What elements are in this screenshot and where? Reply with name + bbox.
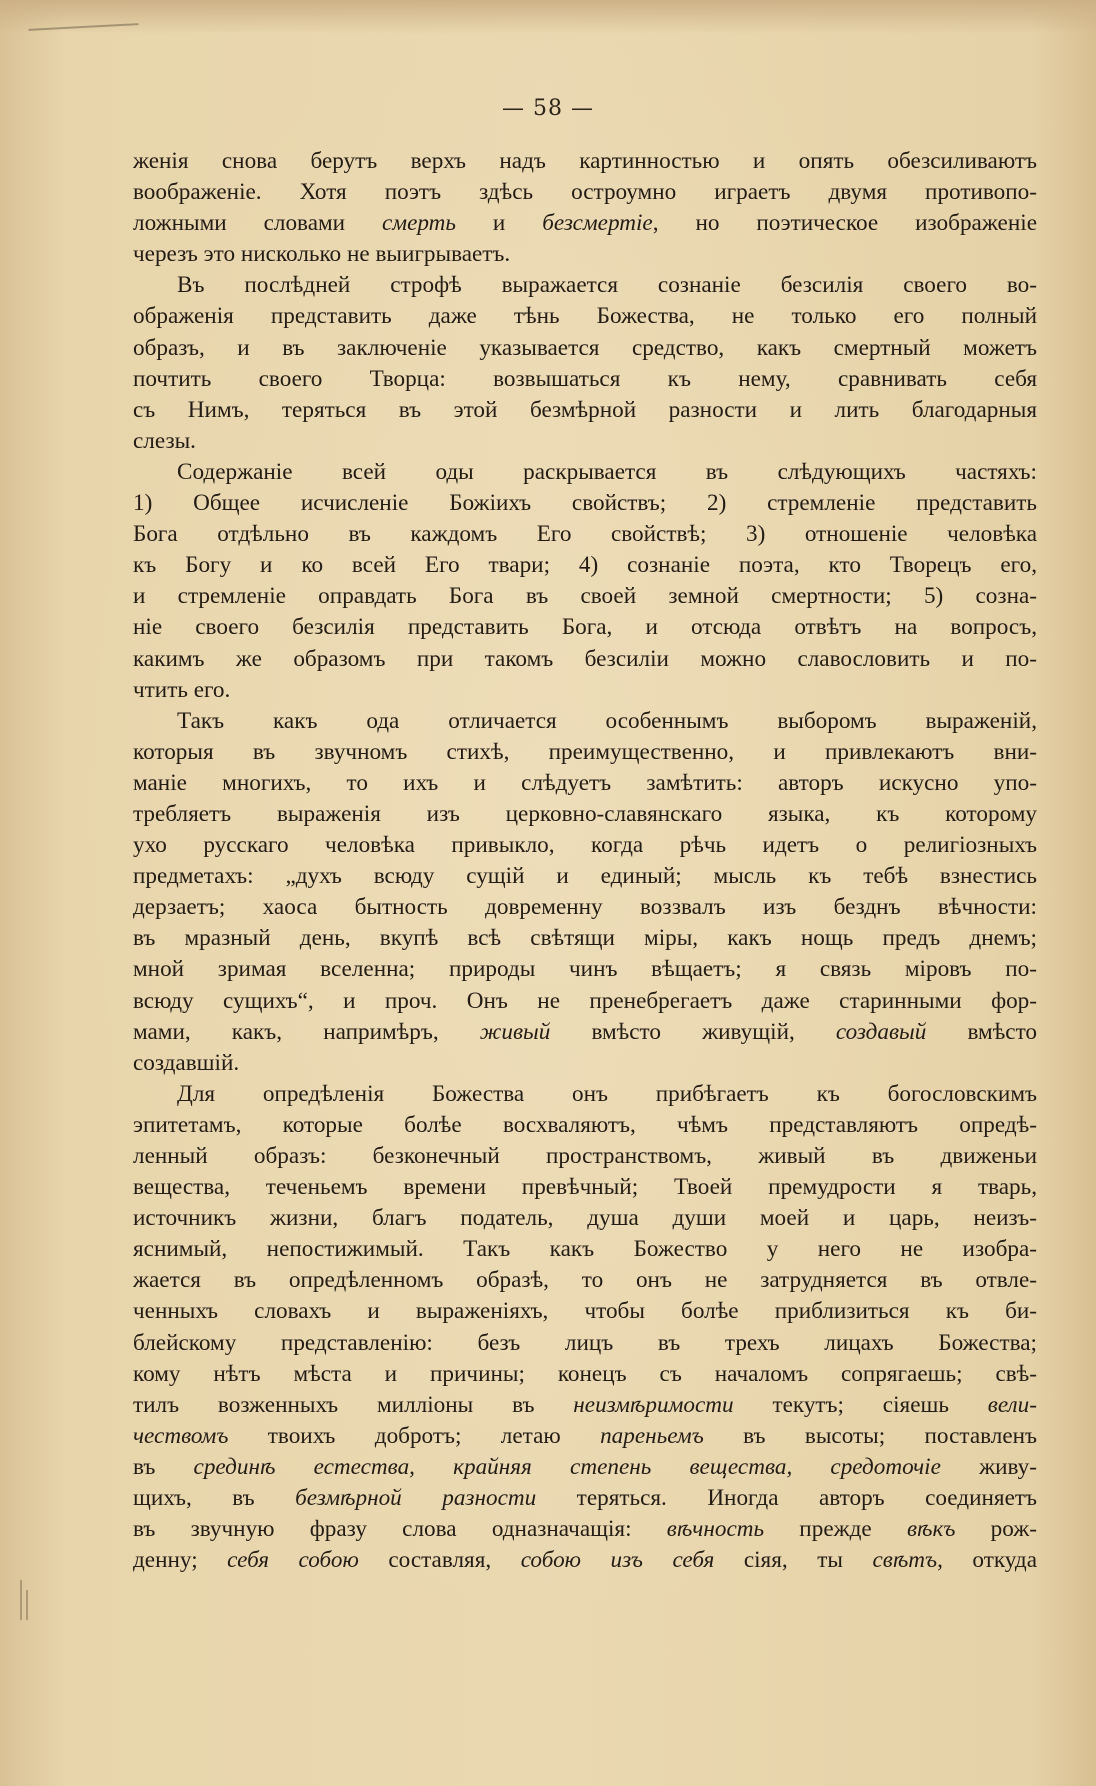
text-line [133, 1359, 1037, 1390]
text-segment: Въ послѣдней строфѣ выражается сознаніе безсилія своего во- [177, 272, 1037, 299]
text-line [133, 954, 1037, 985]
text-line [133, 892, 1037, 923]
text-line [133, 1328, 1037, 1359]
text-line [133, 986, 1037, 1017]
text-segment: предметахъ: „духъ всюду сущій и единый; мысль къ тебѣ взнестись [133, 863, 1037, 890]
text-line [133, 488, 1037, 519]
text-segment: блейскому представленію: безъ лицъ въ трехъ лицахъ Божества; [133, 1329, 1037, 1356]
text-line [133, 581, 1037, 612]
text-line [133, 1203, 1037, 1234]
text-segment: слезы. [133, 427, 196, 454]
text-segment: Для опредѣленія Божества онъ прибѣгаетъ къ богословскимъ [177, 1080, 1037, 1107]
page-number: — 58 — [502, 96, 594, 121]
text-line [133, 1296, 1037, 1327]
text-line [133, 177, 1037, 208]
italic-text: создавый [835, 1018, 927, 1045]
text-line [133, 612, 1037, 643]
text-line [133, 675, 1037, 706]
italic-text: себя собою [227, 1547, 359, 1574]
text-line [133, 1483, 1037, 1514]
text-segment: ленный образъ: безконечный пространствомъ, живый въ движеньи [133, 1143, 1037, 1169]
italic-text: неизмѣримости [573, 1391, 734, 1418]
text-line [133, 395, 1037, 426]
text-line [133, 1234, 1037, 1265]
text-segment: мной зримая вселенна; природы чинъ вѣщаетъ; я связь міровъ по- [133, 956, 1037, 983]
text-segment: источникъ жизни, благъ податель, душа души моей и царь, неизъ- [133, 1205, 1037, 1232]
text-segment: которыя въ звучномъ стихѣ, преимущественно, и привлекаютъ вни- [133, 738, 1037, 765]
text-line [133, 644, 1037, 675]
text-segment: ченныхъ словахъ и выраженіяхъ, чтобы болѣе приблизиться къ би- [133, 1298, 1037, 1325]
text-segment: ніе своего безсилія представить Бога, и отсюда отвѣтъ на вопросъ, [133, 614, 1037, 641]
text-segment: образъ, и въ заключеніе указывается средство, какъ смертный можетъ [133, 334, 1037, 361]
text-line [133, 364, 1037, 395]
text-segment: сіяя, ты [714, 1547, 873, 1574]
text-line [133, 301, 1037, 332]
text-segment: щихъ, въ [133, 1485, 296, 1512]
text-line [133, 333, 1037, 364]
text-segment: яснимый, непостижимый. Такъ какъ Божество у него не изобра- [133, 1236, 1037, 1263]
text-line [133, 1048, 1037, 1079]
italic-text: смерть [381, 210, 456, 237]
text-segment: Бога отдѣльно въ каждомъ Его свойствѣ; 3) отношеніе человѣка [133, 521, 1037, 548]
text-line [133, 239, 1037, 270]
text-segment: теряться. Иногда авторъ соединяетъ [536, 1485, 1037, 1512]
text-line [133, 270, 1037, 301]
text-segment: въ высоты; поставленъ [703, 1422, 1038, 1449]
italic-text: вѣкъ [906, 1516, 956, 1543]
text-line [133, 737, 1037, 768]
text-segment: рож- [955, 1516, 1037, 1543]
text-segment: чтить его. [133, 676, 231, 703]
text-segment: прежде [764, 1516, 907, 1543]
text-segment: 1) Общее исчисленіе Божіихъ свойствъ; 2) стремленіе представить [133, 490, 1037, 517]
text-line [133, 1265, 1037, 1296]
text-line [133, 1017, 1037, 1048]
text-line [133, 923, 1037, 954]
italic-text: безмѣрной разности [295, 1485, 537, 1512]
text-segment: въ звучную фразу слова одназначащія: [133, 1516, 667, 1543]
text-segment: денну; [133, 1547, 228, 1574]
text-segment: жается въ опредѣленномъ образѣ, то онъ не затрудняется въ отвле- [133, 1267, 1037, 1294]
margin-mark [26, 1590, 28, 1620]
text-segment: , откуда [937, 1547, 1037, 1574]
text-segment: маніе многихъ, то ихъ и слѣдуетъ замѣтить: авторъ искусно упо- [133, 769, 1037, 796]
italic-text: живый [479, 1018, 551, 1045]
text-line [133, 457, 1037, 488]
italic-text: собою изъ себя [520, 1547, 715, 1574]
text-line [133, 1545, 1037, 1576]
italic-text: вели- [987, 1391, 1037, 1418]
text-segment: въ [133, 1453, 194, 1480]
italic-text: безсмертіе [542, 210, 653, 237]
italic-text: пареньемъ [600, 1422, 704, 1449]
text-line [133, 1110, 1037, 1141]
text-line [133, 1390, 1037, 1421]
text-line [133, 799, 1037, 830]
text-segment: твоихъ добротъ; летаю [228, 1422, 601, 1449]
text-line [133, 830, 1037, 861]
text-segment: ложными словами [133, 210, 382, 237]
text-segment: мами, какъ, напримѣръ, [133, 1018, 480, 1045]
text-segment: живу- [940, 1453, 1037, 1480]
text-segment: съ Нимъ, теряться въ этой безмѣрной разности и лить благодарныя [133, 396, 1037, 423]
text-segment: черезъ это нисколько не выигрываетъ. [133, 241, 511, 268]
text-segment: женія снова берутъ верхъ надъ картинностью и опять обезсиливаютъ [133, 148, 1037, 174]
text-segment: въ мразный день, вкупѣ всѣ свѣтящи міры, какъ нощь предъ днемъ; [133, 925, 1037, 952]
text-segment: эпитетамъ, которые болѣе восхваляютъ, чѣмъ представляютъ опредѣ- [133, 1111, 1037, 1138]
text-line [133, 1514, 1037, 1545]
text-line [133, 1172, 1037, 1203]
text-segment: требляетъ выраженія изъ церковно-славянскаго языка, къ которому [133, 800, 1037, 827]
text-segment: ухо русскаго человѣка привыкло, когда рѣчь идетъ о религіозныхъ [133, 832, 1037, 859]
text-line [133, 1452, 1037, 1483]
text-segment: , но поэтическое изображеніе [652, 210, 1037, 237]
text-line [133, 1421, 1037, 1452]
text-line [133, 146, 1037, 177]
italic-text: вѣчность [666, 1516, 765, 1543]
italic-text: чествомъ [133, 1422, 229, 1449]
text-segment: тилъ возженныхъ милліоны въ [133, 1391, 574, 1418]
text-segment: вмѣсто живущій, [550, 1018, 836, 1045]
italic-text: свѣтъ [872, 1547, 938, 1574]
text-segment: вещества, теченьемъ времени превѣчный; Твоей премудрости я тварь, [133, 1174, 1037, 1201]
text-line [133, 706, 1037, 737]
text-segment: Содержаніе всей оды раскрывается въ слѣдующихъ частяхъ: [177, 458, 1037, 485]
text-segment: и [455, 210, 543, 237]
text-line [133, 519, 1037, 550]
body-text [133, 146, 1037, 1576]
text-segment: текутъ; сіяешь [733, 1391, 988, 1418]
text-segment: Такъ какъ ода отличается особеннымъ выборомъ выраженій, [177, 707, 1037, 734]
text-line [133, 550, 1037, 581]
text-segment: вмѣсто [926, 1018, 1037, 1045]
text-segment: ображенія представить даже тѣнь Божества, не только его полный [133, 303, 1037, 330]
text-line [133, 1079, 1037, 1110]
text-line [133, 768, 1037, 799]
text-segment: всюду сущихъ“, и проч. Онъ не пренебрегаетъ даже старинными фор- [133, 987, 1037, 1014]
text-segment: кому нѣтъ мѣста и причины; конецъ съ началомъ сопрягаешь; свѣ- [133, 1360, 1037, 1387]
text-segment: къ Богу и ко всей Его твари; 4) сознаніе поэта, кто Творецъ его, [133, 552, 1037, 579]
page-top-edge [0, 0, 1096, 34]
margin-mark [20, 1580, 22, 1620]
text-line [133, 1141, 1037, 1172]
text-segment: составляя, [358, 1547, 521, 1574]
text-segment: почтить своего Творца: возвышаться къ нему, сравнивать себя [133, 365, 1037, 392]
text-line [133, 861, 1037, 892]
text-line [133, 426, 1037, 457]
text-line [133, 208, 1037, 239]
text-segment: и стремленіе оправдать Бога въ своей земной смертности; 5) созна- [133, 583, 1037, 610]
text-segment: создавшій. [133, 1049, 240, 1076]
text-segment: дерзаетъ; хаоса бытность довременну воззвалъ изъ безднъ вѣчности: [133, 894, 1037, 921]
text-segment: какимъ же образомъ при такомъ безсиліи можно славословить и по- [133, 645, 1037, 672]
text-segment: воображеніе. Хотя поэтъ здѣсь остроумно играетъ двумя противопо- [133, 179, 1037, 206]
italic-text: срединѣ естества, крайняя степень вещества, средоточіе [193, 1453, 941, 1480]
